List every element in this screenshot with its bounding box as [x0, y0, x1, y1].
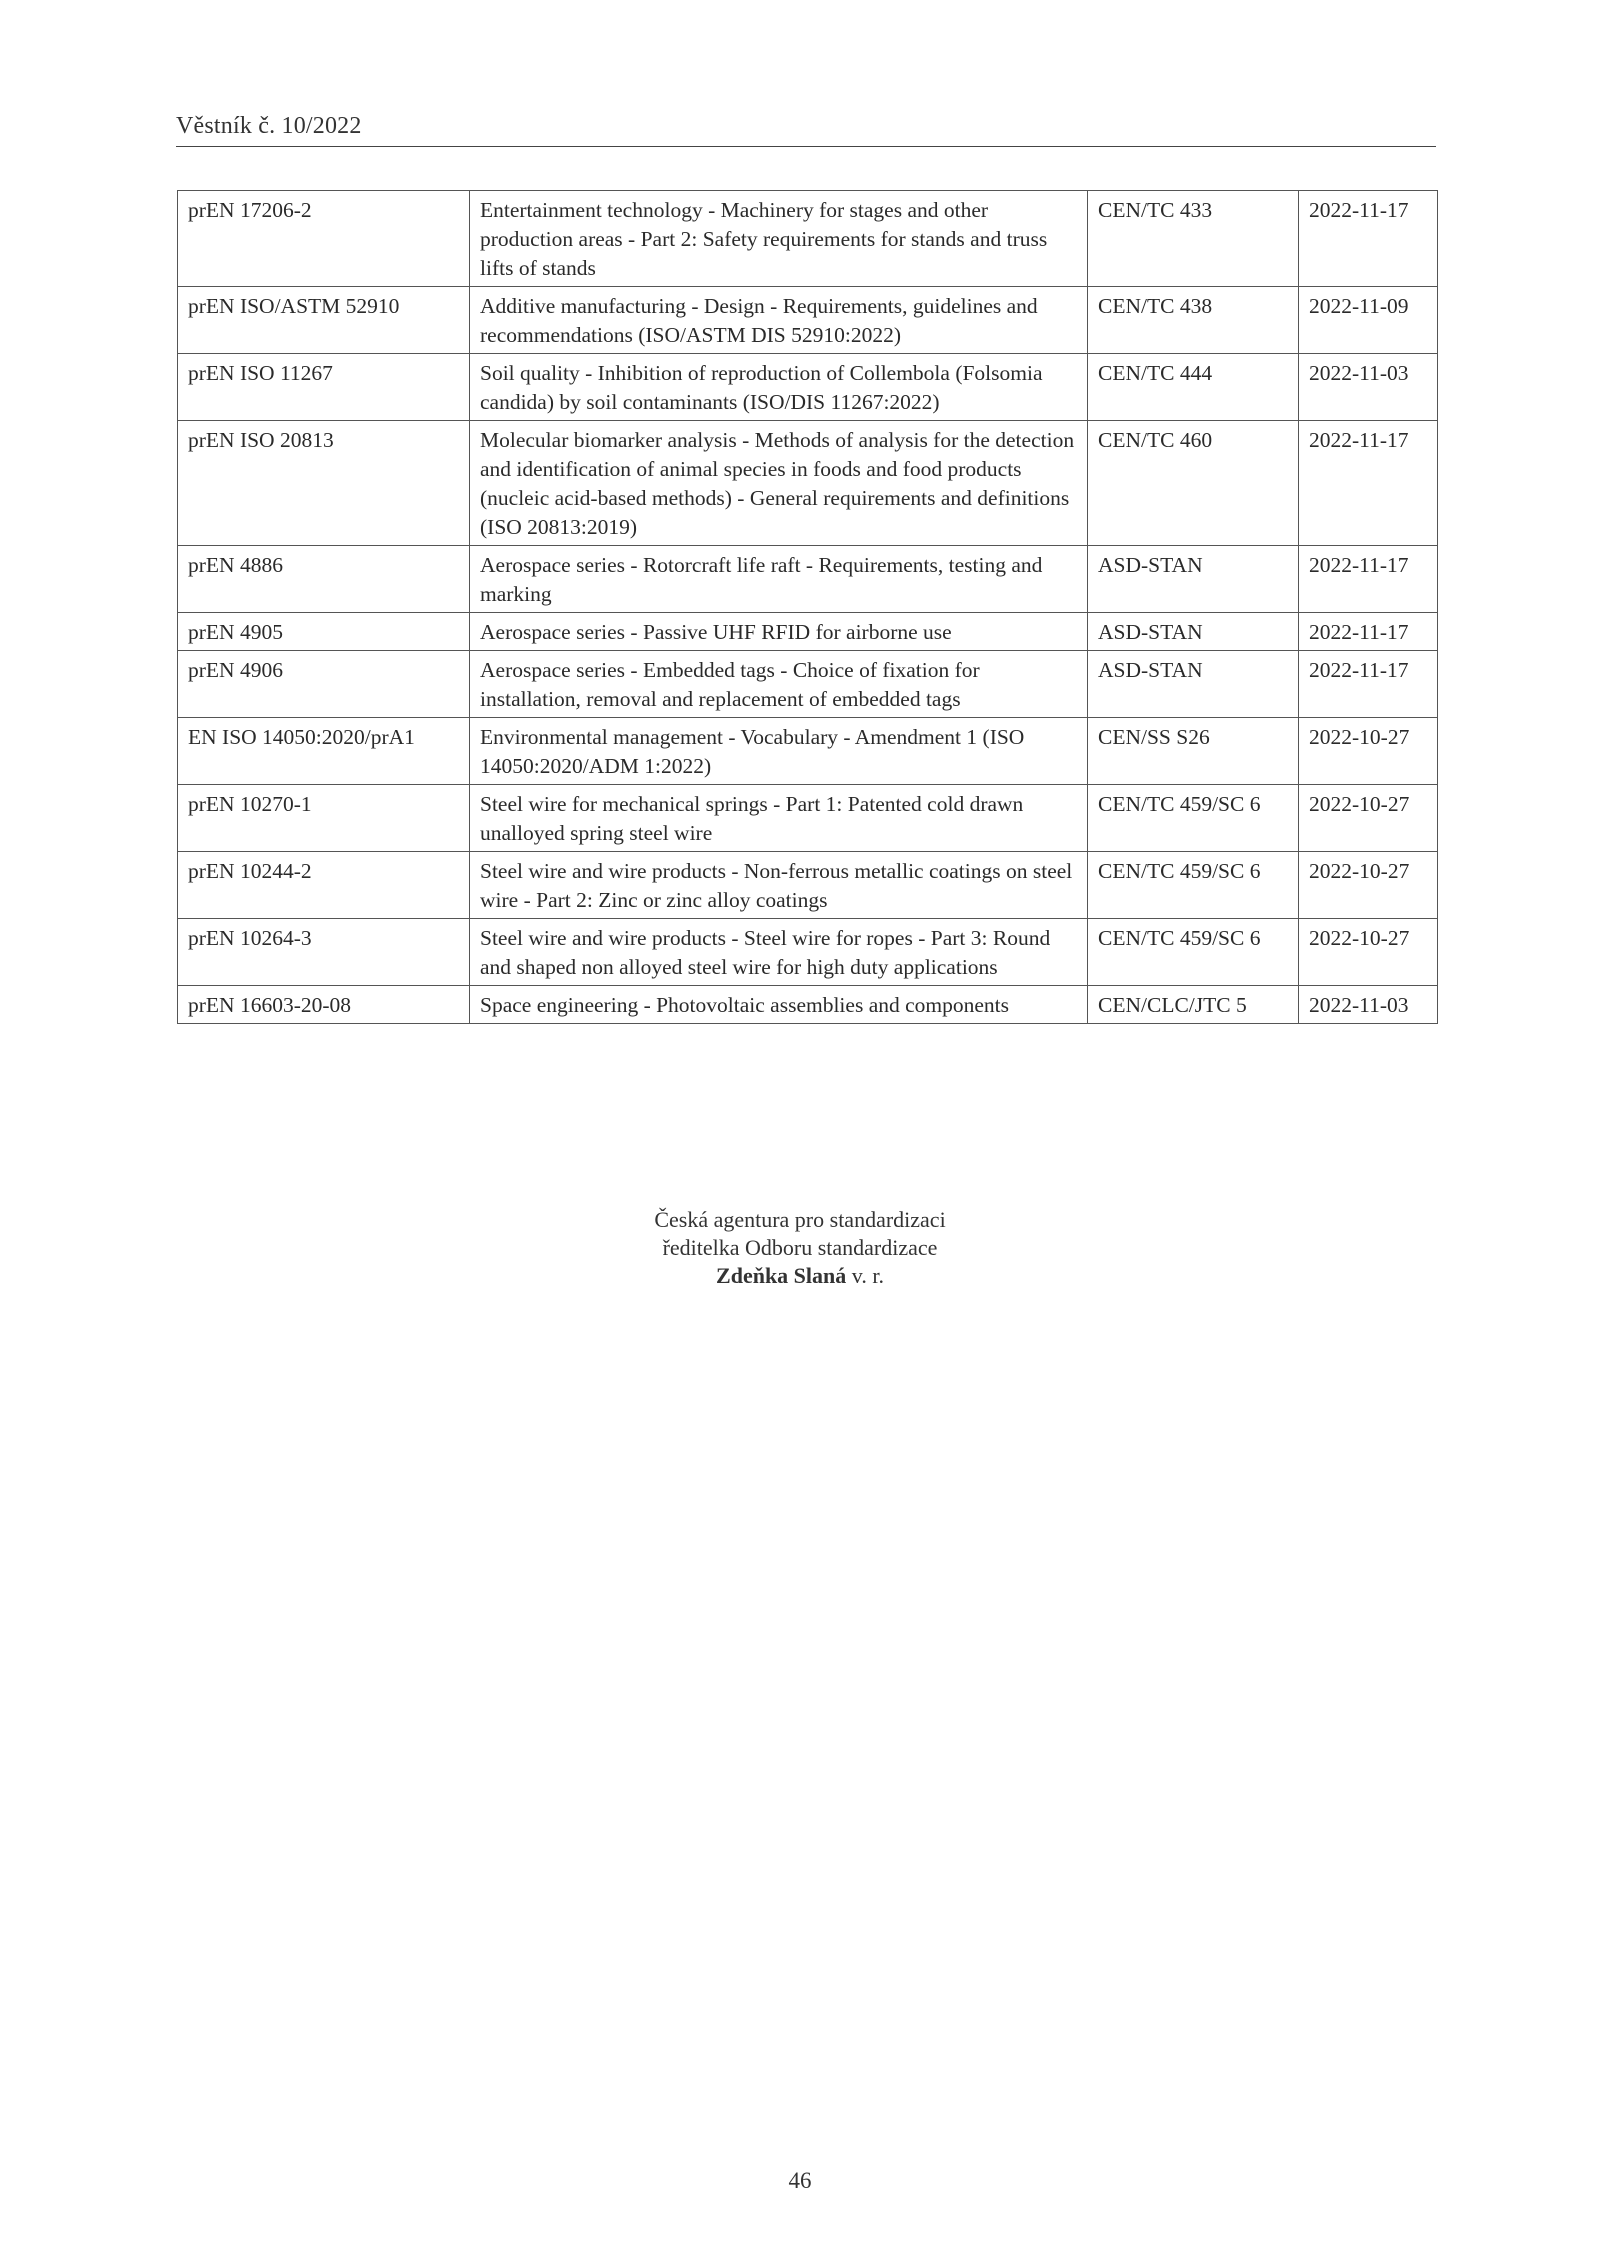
standard-code: prEN ISO/ASTM 52910	[178, 287, 470, 354]
standard-title: Soil quality - Inhibition of reproduction of Collembola (Folsomia candida) by soil contaminants (ISO/DIS 11267:2022)	[470, 354, 1088, 421]
agency-name: Česká agentura pro standardizaci	[654, 1207, 946, 1232]
standard-code: prEN 10244-2	[178, 852, 470, 919]
standard-code: prEN ISO 11267	[178, 354, 470, 421]
deadline-date: 2022-10-27	[1299, 852, 1438, 919]
standard-code: prEN 16603-20-08	[178, 986, 470, 1024]
page-number: 46	[788, 2168, 812, 2193]
table-row	[178, 651, 1438, 718]
standard-code: prEN 4906	[178, 651, 470, 718]
technical-committee: ASD-STAN	[1088, 546, 1299, 613]
table-row	[178, 986, 1438, 1024]
technical-committee: CEN/SS S26	[1088, 718, 1299, 785]
deadline-date: 2022-11-17	[1299, 651, 1438, 718]
technical-committee: CEN/TC 459/SC 6	[1088, 919, 1299, 986]
signatory-role: ředitelka Odboru standardizace	[662, 1235, 938, 1260]
standard-code: prEN ISO 20813	[178, 421, 470, 546]
deadline-date: 2022-11-17	[1299, 191, 1438, 287]
table-row	[178, 191, 1438, 287]
technical-committee: CEN/TC 460	[1088, 421, 1299, 546]
table-row	[178, 718, 1438, 785]
table-row	[178, 287, 1438, 354]
table-row	[178, 354, 1438, 421]
technical-committee: CEN/CLC/JTC 5	[1088, 986, 1299, 1024]
standard-title: Entertainment technology - Machinery for stages and other production areas - Part 2: Safety requirements for stands and truss lifts of stands	[470, 191, 1088, 287]
standard-title: Steel wire and wire products - Non-ferrous metallic coatings on steel wire - Part 2: Zinc or zinc alloy coatings	[470, 852, 1088, 919]
deadline-date: 2022-11-03	[1299, 354, 1438, 421]
deadline-date: 2022-10-27	[1299, 785, 1438, 852]
signatory-suffix: v. r.	[846, 1263, 884, 1288]
standard-code: prEN 4886	[178, 546, 470, 613]
signatory-name: Zdeňka Slaná	[716, 1263, 847, 1288]
deadline-date: 2022-11-17	[1299, 546, 1438, 613]
deadline-date: 2022-11-03	[1299, 986, 1438, 1024]
standard-title: Environmental management - Vocabulary - Amendment 1 (ISO 14050:2020/ADM 1:2022)	[470, 718, 1088, 785]
table-row	[178, 613, 1438, 651]
technical-committee: CEN/TC 459/SC 6	[1088, 785, 1299, 852]
signatory-line	[500, 1262, 1100, 1290]
deadline-date: 2022-11-17	[1299, 421, 1438, 546]
standard-title: Space engineering - Photovoltaic assemblies and components	[470, 986, 1088, 1024]
standard-title: Aerospace series - Rotorcraft life raft - Requirements, testing and marking	[470, 546, 1088, 613]
technical-committee: CEN/TC 438	[1088, 287, 1299, 354]
standard-code: prEN 10264-3	[178, 919, 470, 986]
standard-code: EN ISO 14050:2020/prA1	[178, 718, 470, 785]
standard-title: Additive manufacturing - Design - Requirements, guidelines and recommendations (ISO/ASTM DIS 52910:2022)	[470, 287, 1088, 354]
standard-title: Steel wire for mechanical springs - Part 1: Patented cold drawn unalloyed spring steel wire	[470, 785, 1088, 852]
table-row	[178, 919, 1438, 986]
signature-block	[500, 1206, 1100, 1290]
standards-table-body	[178, 191, 1438, 1024]
technical-committee: CEN/TC 433	[1088, 191, 1299, 287]
standard-code: prEN 10270-1	[178, 785, 470, 852]
technical-committee: CEN/TC 444	[1088, 354, 1299, 421]
deadline-date: 2022-10-27	[1299, 919, 1438, 986]
technical-committee: ASD-STAN	[1088, 651, 1299, 718]
table-row	[178, 785, 1438, 852]
table-row	[178, 852, 1438, 919]
deadline-date: 2022-10-27	[1299, 718, 1438, 785]
deadline-date: 2022-11-09	[1299, 287, 1438, 354]
technical-committee: CEN/TC 459/SC 6	[1088, 852, 1299, 919]
deadline-date: 2022-11-17	[1299, 613, 1438, 651]
standard-code: prEN 4905	[178, 613, 470, 651]
table-row	[178, 546, 1438, 613]
standards-table	[177, 190, 1438, 1024]
standard-title: Aerospace series - Passive UHF RFID for airborne use	[470, 613, 1088, 651]
bulletin-title: Věstník č. 10/2022	[176, 113, 362, 139]
standard-title: Aerospace series - Embedded tags - Choice of fixation for installation, removal and replacement of embedded tags	[470, 651, 1088, 718]
standard-title: Steel wire and wire products - Steel wire for ropes - Part 3: Round and shaped non alloyed steel wire for high duty applications	[470, 919, 1088, 986]
standard-code: prEN 17206-2	[178, 191, 470, 287]
standard-title: Molecular biomarker analysis - Methods of analysis for the detection and identification of animal species in foods and food products (nucleic acid-based methods) - General requirements and definitions (ISO 20813:2019)	[470, 421, 1088, 546]
table-row	[178, 421, 1438, 546]
page-header	[176, 112, 1436, 147]
technical-committee: ASD-STAN	[1088, 613, 1299, 651]
